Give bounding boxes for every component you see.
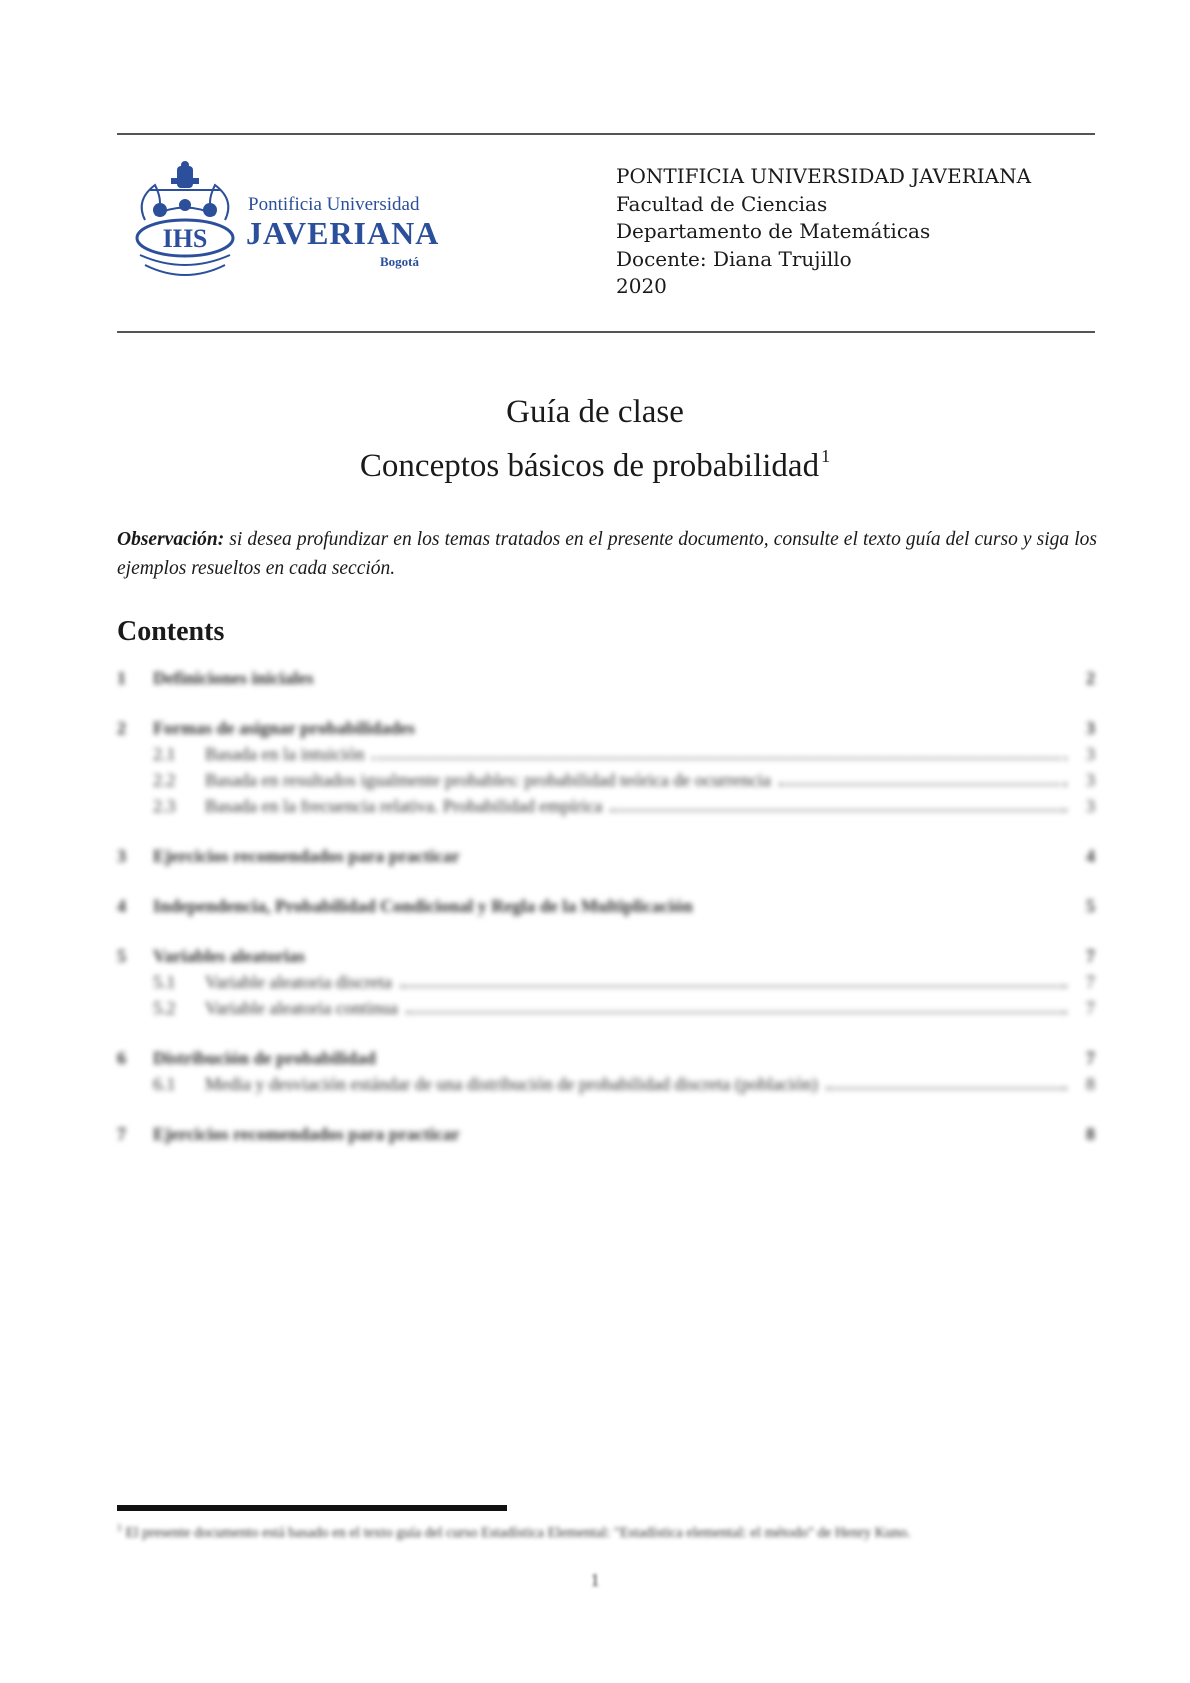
toc-entry-title: Basada en resultados igualmente probables: probabilidad teórica de ocurrencia (205, 770, 771, 790)
toc-entry-title: Variable aleatoria continua (205, 998, 398, 1018)
footnote-mark: 1 (117, 1523, 122, 1534)
toc-entry-number: 2.3 (153, 796, 176, 816)
toc-entry-number: 2 (117, 718, 126, 738)
toc-entry-number: 5.2 (153, 998, 176, 1018)
toc-entry-title: Variable aleatoria discreta (205, 972, 392, 992)
toc-entry-page: 3 (1086, 744, 1095, 764)
header-bottom-rule (117, 331, 1095, 333)
contents-heading: Contents (117, 616, 225, 647)
observation-label: Observación: (117, 529, 225, 550)
footnote-rule (117, 1505, 507, 1511)
toc-entry[interactable] (117, 896, 1095, 922)
toc-entry-page: 2 (1086, 668, 1095, 688)
toc-entry-number: 6 (117, 1048, 126, 1068)
toc-entry-page: 8 (1086, 1124, 1095, 1144)
toc-entry-page: 7 (1086, 998, 1095, 1018)
toc-entry-page: 4 (1086, 846, 1095, 866)
toc-entry-number: 7 (117, 1124, 126, 1144)
toc-entry-title: Formas de asignar probabilidades (153, 718, 415, 738)
university-logo (125, 160, 455, 290)
toc-dot-leader (372, 757, 1067, 760)
toc-entry-number: 4 (117, 896, 126, 916)
year: 2020 (616, 274, 667, 298)
teacher: Docente: Diana Trujillo (616, 246, 852, 271)
toc-entry-number: 6.1 (153, 1074, 176, 1094)
observation-paragraph (117, 525, 1097, 583)
toc-dot-leader (610, 809, 1067, 812)
toc-entry-number: 5.1 (153, 972, 176, 992)
footnote-text: El presente documento está basado en el texto guía del curso Estadística Elemental: "Estadística elemental: el método" de Henry Kuno. (125, 1524, 911, 1541)
toc-entry-title: Ejercicios recomendados para practicar (153, 1124, 460, 1144)
header-top-rule (117, 133, 1095, 135)
toc-entry-page: 7 (1086, 1048, 1095, 1068)
toc-entry-page: 3 (1086, 796, 1095, 816)
logo-line3: Bogotá (380, 254, 419, 269)
toc-entry-number: 3 (117, 846, 126, 866)
logo-line2: JAVERIANA (246, 215, 440, 251)
toc-entry[interactable] (117, 998, 1095, 1024)
toc-entry-page: 7 (1086, 972, 1095, 992)
institution-block (616, 163, 1031, 301)
toc-entry[interactable] (117, 1048, 1095, 1074)
toc-dot-leader (779, 783, 1067, 786)
toc-entry-number: 2.1 (153, 744, 176, 764)
toc-entry[interactable] (117, 946, 1095, 972)
page-number: 1 (590, 1570, 600, 1590)
faculty: Facultad de Ciencias (616, 191, 828, 216)
toc-entry[interactable] (117, 1074, 1095, 1100)
department: Departamento de Matemáticas (616, 219, 931, 243)
toc-dot-leader (400, 985, 1067, 988)
title-footnote-mark: 1 (821, 446, 831, 466)
toc-entry-title: Definiciones iniciales (153, 668, 314, 688)
toc-entry-title: Independencia, Probabilidad Condicional y Regla de la Multiplicación (153, 896, 693, 916)
toc-entry-page: 3 (1086, 718, 1095, 738)
seal-text: IHS (162, 224, 208, 253)
toc-entry[interactable] (117, 718, 1095, 744)
toc-entry-title: Ejercicios recomendados para practicar (153, 846, 460, 866)
logo-line1: Pontificia Universidad (248, 194, 420, 215)
toc-entry-page: 3 (1086, 770, 1095, 790)
toc-entry[interactable] (117, 744, 1095, 770)
toc-dot-leader (826, 1087, 1067, 1090)
title-line1: Guía de clase (506, 394, 684, 430)
institution-name: PONTIFICIA UNIVERSIDAD JAVERIANA (616, 164, 1032, 188)
toc-entry-number: 5 (117, 946, 126, 966)
table-of-contents (117, 668, 1095, 1150)
toc-entry[interactable] (117, 846, 1095, 872)
toc-entry-page: 8 (1086, 1074, 1095, 1094)
toc-entry-title: Media y desviación estándar de una distribución de probabilidad discreta (población) (205, 1074, 818, 1094)
toc-entry-title: Distribución de probabilidad (153, 1048, 376, 1068)
toc-entry-title: Basada en la intuición (205, 744, 365, 764)
toc-dot-leader (406, 1011, 1067, 1014)
toc-entry[interactable] (117, 972, 1095, 998)
toc-entry-title: Basada en la frecuencia relativa. Probabilidad empírica (205, 796, 603, 816)
toc-entry[interactable] (117, 1124, 1095, 1150)
toc-entry[interactable] (117, 668, 1095, 694)
toc-entry[interactable] (117, 796, 1095, 822)
observation-text: si desea profundizar en los temas tratados en el presente documento, consulte el texto guía del curso y siga los ejemplos resueltos en cada sección. (117, 529, 1097, 579)
toc-entry[interactable] (117, 770, 1095, 796)
title-line2 (0, 434, 1190, 488)
toc-entry-page: 7 (1086, 946, 1095, 966)
toc-entry-number: 2.2 (153, 770, 176, 790)
toc-entry-number: 1 (117, 668, 126, 688)
title-line2-text: Conceptos básicos de probabilidad (359, 448, 820, 484)
footnote (117, 1518, 1095, 1544)
document-title (0, 390, 1190, 488)
toc-entry-page: 5 (1086, 896, 1095, 916)
toc-entry-title: Variables aleatorias (153, 946, 305, 966)
